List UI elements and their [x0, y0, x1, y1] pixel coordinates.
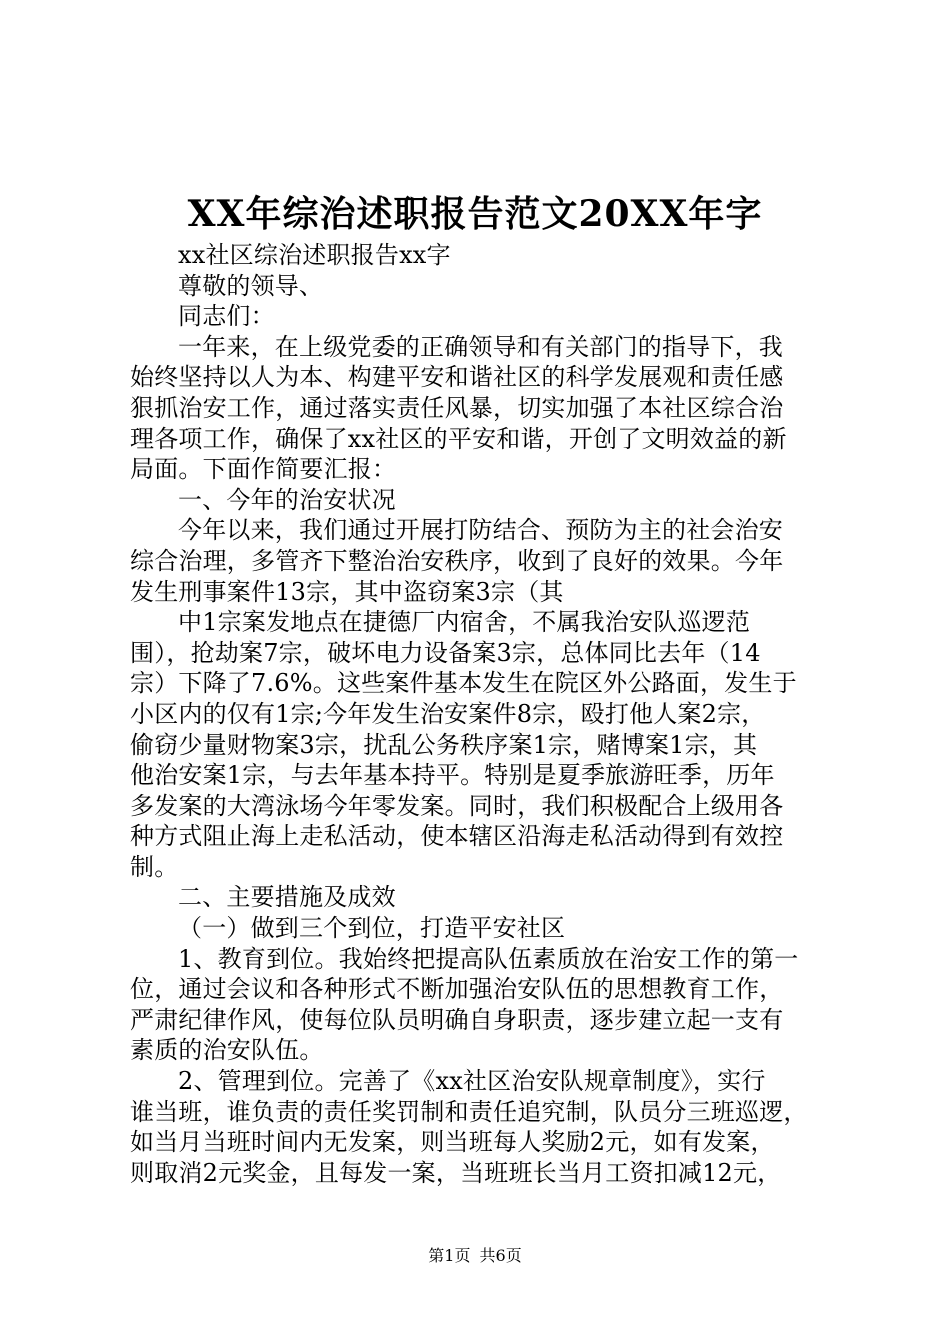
text-line: xx社区综治述职报告xx字 — [178, 241, 451, 269]
text-line: 2、管理到位。完善了《xx社区治安队规章制度》，实行 — [178, 1067, 766, 1096]
text-line: 严肃纪律作风，使每位队员明确自身职责，逐步建立起一支有 — [130, 1005, 784, 1034]
page-footer — [0, 1243, 950, 1266]
text-line: 小区内的仅有1宗;今年发生治安案件8宗，殴打他人案2宗， — [130, 699, 766, 728]
text-line: 理各项工作，确保了xx社区的平安和谐，开创了文明效益的新 — [130, 424, 787, 453]
text-line: 中1宗案发地点在捷德厂内宿舍，不属我治安队巡逻范 — [178, 608, 751, 637]
text-line: 尊敬的领导、 — [178, 271, 324, 300]
text-line: 同志们： — [178, 302, 275, 331]
text-line: 狠抓治安工作，通过落实责任风暴，切实加强了本社区综合治 — [130, 393, 784, 422]
text-line: 一年来，在上级党委的正确领导和有关部门的指导下，我 — [178, 332, 783, 361]
text-line: （一）做到三个到位，打造平安社区 — [178, 914, 566, 943]
text-line: 多发案的大湾泳场今年零发案。同时，我们积极配合上级用各 — [130, 791, 784, 820]
text-line: 则取消2元奖金，且每发一案，当班班长当月工资扣减12元， — [130, 1158, 782, 1187]
text-line: 如当月当班时间内无发案，则当班每人奖励2元，如有发案， — [130, 1128, 775, 1157]
page-number: 第1页 — [428, 1246, 471, 1265]
text-line: 发生刑事案件13宗，其中盗窃案3宗（其 — [130, 577, 564, 606]
text-line: 始终坚持以人为本、构建平安和谐社区的科学发展观和责任感 — [130, 363, 784, 392]
text-line: 一、今年的治安状况 — [178, 485, 396, 514]
text-line: 他治安案1宗，与去年基本持平。特别是夏季旅游旺季，历年 — [130, 761, 775, 790]
text-line: 制。 — [130, 852, 179, 881]
text-line: 谁当班，谁负责的责任奖罚制和责任追究制，队员分三班巡逻， — [130, 1097, 808, 1126]
text-line: 围），抢劫案7宗，破坏电力设备案3宗，总体同比去年（14 — [130, 638, 761, 667]
text-line: 宗）下降了7.6%。这些案件基本发生在院区外公路面，发生于 — [130, 669, 797, 698]
document-title: XX年综治述职报告范文20XX年字 — [187, 193, 763, 235]
text-line: 位，通过会议和各种形式不断加强治安队伍的思想教育工作， — [130, 975, 784, 1004]
text-line: 局面。下面作简要汇报： — [130, 455, 397, 484]
text-line: 素质的治安队伍。 — [130, 1036, 324, 1065]
text-line: 偷窃少量财物案3宗，扰乱公务秩序案1宗，赌博案1宗，其 — [130, 730, 758, 759]
text-line: 种方式阻止海上走私活动，使本辖区沿海走私活动得到有效控 — [130, 822, 784, 851]
text-line: 今年以来，我们通过开展打防结合、预防为主的社会治安 — [178, 516, 783, 545]
text-line: 1、教育到位。我始终把提高队伍素质放在治安工作的第一 — [178, 944, 799, 973]
page-total: 共6页 — [479, 1246, 522, 1265]
document-body — [130, 240, 835, 1188]
text-line: 综合治理，多管齐下整治治安秩序，收到了良好的效果。今年 — [130, 546, 784, 575]
text-line: 二、主要措施及成效 — [178, 883, 396, 912]
